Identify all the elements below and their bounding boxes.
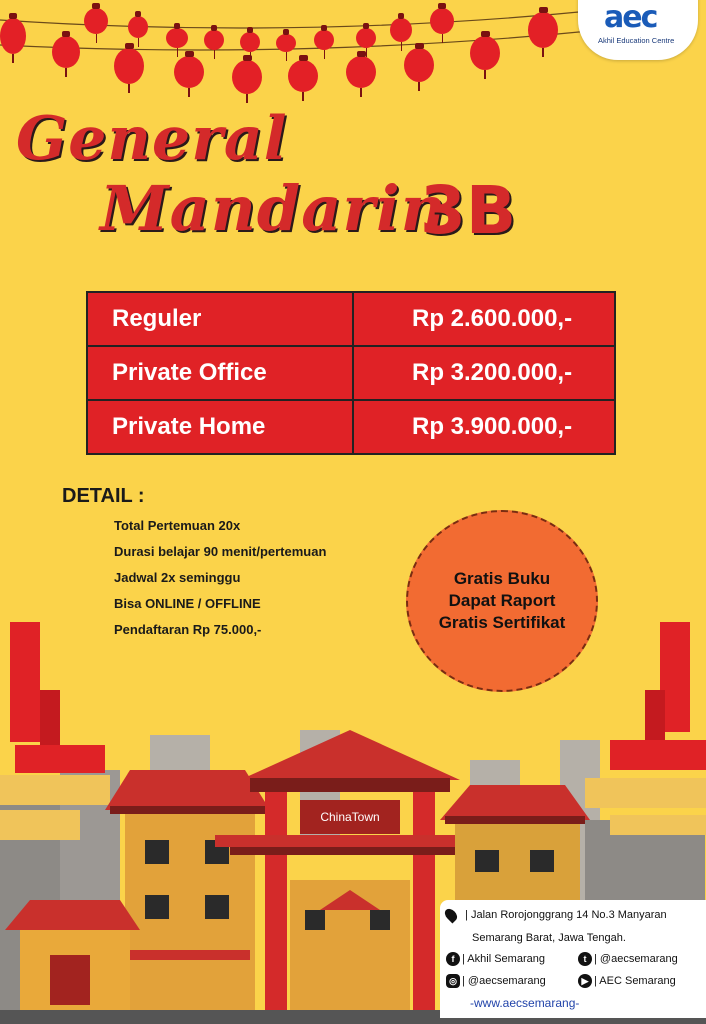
title-line2: Mandarin — [100, 172, 447, 245]
detail-item: Total Pertemuan 20x — [114, 518, 241, 533]
lantern-icon — [240, 32, 260, 52]
gate-sign: ChinaTown — [320, 810, 380, 824]
detail-item: Jadwal 2x seminggu — [114, 570, 241, 585]
price-value: Rp 3.200.000,- — [353, 346, 615, 400]
lantern-icon — [390, 18, 412, 42]
logo-mark: aec — [604, 0, 657, 35]
lantern-icon — [52, 36, 80, 68]
price-label: Private Office — [87, 346, 353, 400]
lantern-icon — [276, 34, 296, 52]
instagram-icon: ◎ — [446, 974, 460, 988]
price-row — [87, 292, 615, 346]
lantern-icon — [232, 60, 262, 94]
price-row — [87, 400, 615, 454]
detail-heading: DETAIL : — [62, 485, 145, 507]
location-pin-icon — [443, 907, 460, 924]
detail-item: Bisa ONLINE / OFFLINE — [114, 596, 261, 611]
twitter-row[interactable] — [578, 952, 678, 966]
lantern-icon — [470, 36, 500, 70]
facebook-label: | Akhil Semarang — [462, 952, 545, 965]
lantern-icon — [128, 16, 148, 38]
lantern-icon — [314, 30, 334, 50]
price-value: Rp 2.600.000,- — [353, 292, 615, 346]
lantern-icon — [528, 12, 558, 48]
lantern-icon — [84, 8, 108, 34]
website-link[interactable]: -www.aecsemarang- — [470, 996, 580, 1010]
lantern-icon — [430, 8, 454, 34]
aec-logo — [578, 0, 698, 60]
detail-item: Durasi belajar 90 menit/pertemuan — [114, 544, 327, 559]
lantern-icon — [114, 48, 144, 84]
lantern-icon — [174, 56, 204, 88]
address-row — [446, 908, 667, 922]
bonus-item: Gratis Sertifikat — [438, 613, 566, 632]
lantern-icon — [204, 30, 224, 50]
twitter-label: | @aecsemarang — [594, 952, 678, 965]
youtube-row[interactable] — [578, 974, 676, 988]
bonus-item: Gratis Buku — [453, 569, 551, 588]
twitter-icon: t — [578, 952, 592, 966]
lantern-icon — [288, 60, 318, 92]
address-line2: Semarang Barat, Jawa Tengah. — [472, 932, 626, 944]
lantern-icon — [166, 28, 188, 48]
instagram-row[interactable] — [446, 974, 546, 988]
facebook-row[interactable] — [446, 952, 545, 966]
bonus-item: Dapat Raport — [448, 591, 556, 610]
price-label: Reguler — [87, 292, 353, 346]
lantern-icon — [404, 48, 434, 82]
lantern-icon — [356, 28, 376, 48]
instagram-label: | @aecsemarang — [462, 974, 546, 987]
price-value: Rp 3.900.000,- — [353, 400, 615, 454]
price-row — [87, 346, 615, 400]
price-label: Private Home — [87, 400, 353, 454]
contact-box — [440, 900, 706, 1018]
address-line1: | Jalan Rorojonggrang 14 No.3 Manyaran — [465, 908, 667, 921]
lantern-icon — [346, 56, 376, 88]
lantern-icon — [0, 18, 26, 54]
youtube-label: | AEC Semarang — [594, 974, 676, 987]
facebook-icon: f — [446, 952, 460, 966]
youtube-icon: ▶ — [578, 974, 592, 988]
title-level: 3B — [420, 172, 517, 249]
title-line1: General — [16, 104, 288, 174]
detail-item: Pendaftaran Rp 75.000,- — [114, 622, 262, 637]
price-table — [86, 291, 616, 455]
logo-subtitle: Akhil Education Centre — [598, 36, 675, 45]
